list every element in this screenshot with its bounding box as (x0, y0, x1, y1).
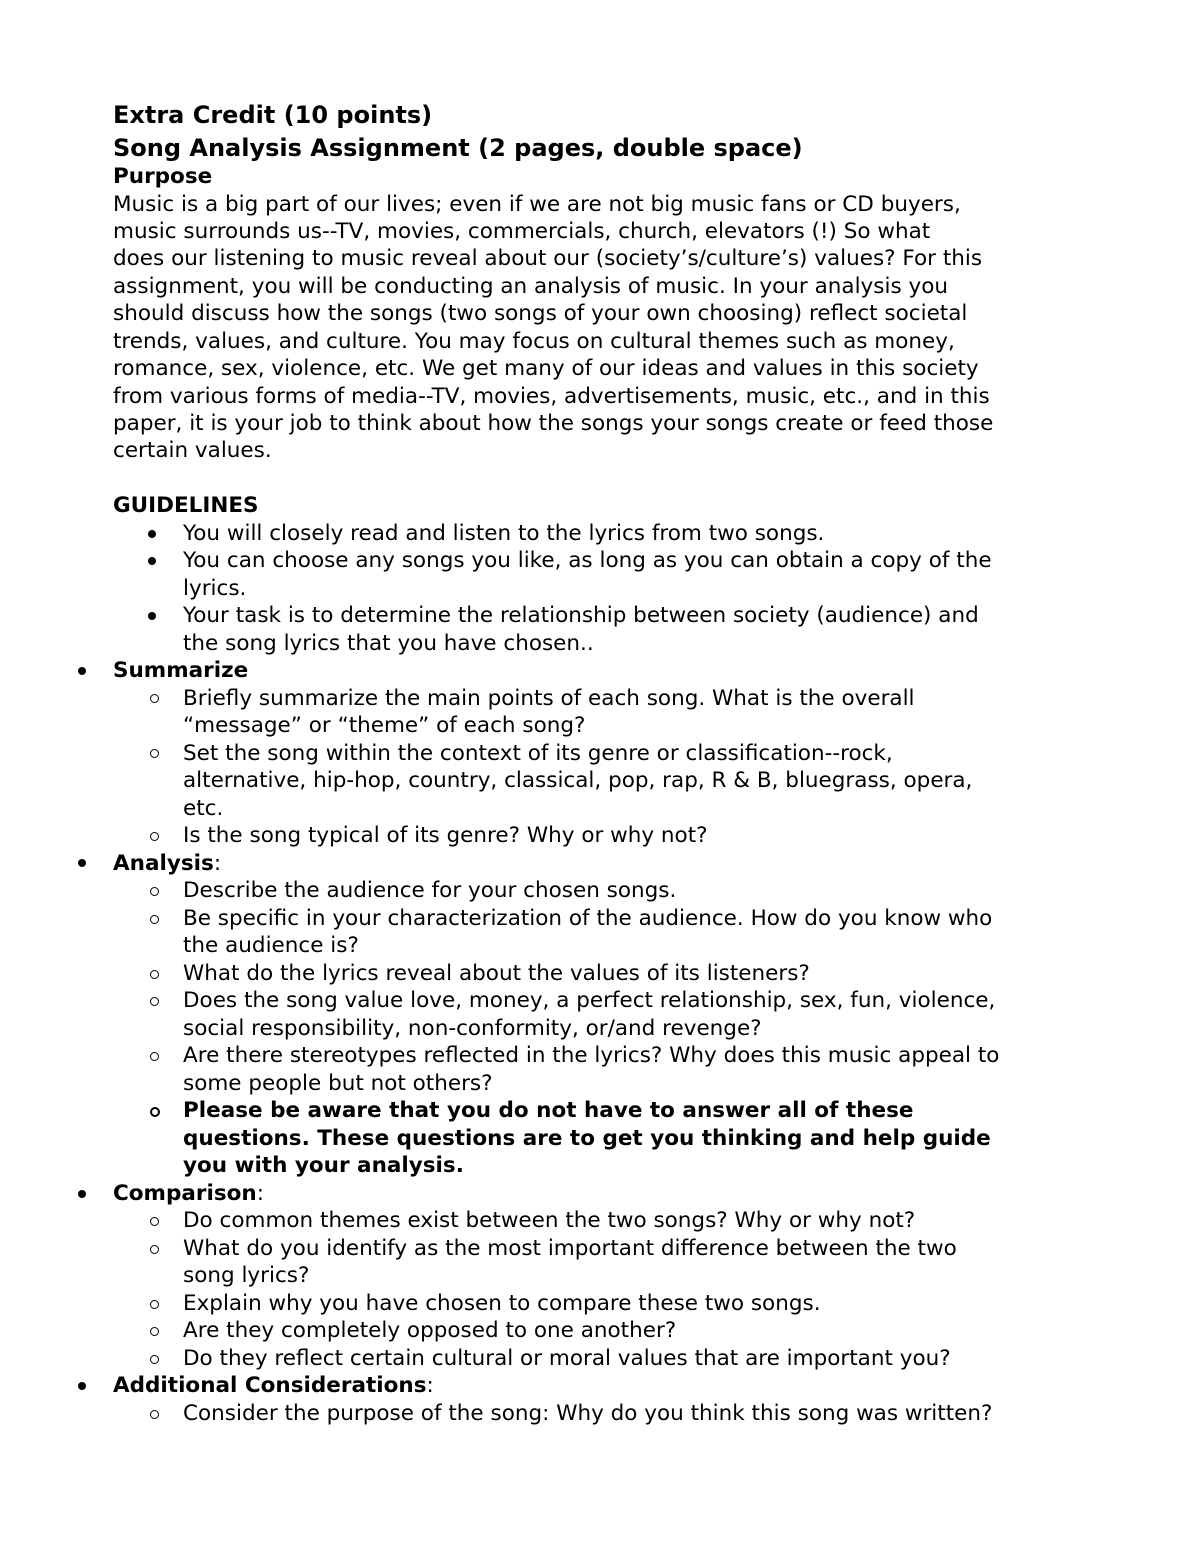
analysis-item: Describe the audience for your chosen songs. (183, 878, 677, 903)
purpose-line: should discuss how the songs (two songs of your own choosing) reflect societal (113, 301, 968, 326)
bullet-circle (150, 832, 159, 841)
bullet-circle (150, 694, 159, 703)
purpose-line: assignment, you will be conducting an analysis of music. In your analysis you (113, 274, 948, 299)
guideline-item: Your task is to determine the relationship between society (audience) and (183, 603, 979, 628)
comparison-label: Comparison (113, 1181, 257, 1206)
summarize-item-cont: “message” or “theme” of each song? (183, 713, 586, 738)
comparison-suffix: : (256, 1181, 264, 1206)
analysis-item: Does the song value love, money, a perfect relationship, sex, fun, violence, (183, 988, 996, 1013)
guideline-item-cont: the song lyrics that you have chosen.. (183, 631, 594, 656)
title-song-analysis: Song Analysis Assignment (2 pages, double space) (113, 134, 803, 162)
purpose-line: certain values. (113, 438, 272, 463)
additional-item: Consider the purpose of the song: Why do you think this song was written? (183, 1401, 993, 1426)
additional-heading (113, 1372, 434, 1400)
bullet-dot (78, 1382, 86, 1390)
analysis-item-cont: social responsibility, non-conformity, or/and revenge? (183, 1016, 762, 1041)
comparison-item-cont: song lyrics? (183, 1263, 310, 1288)
bullet-dot (148, 530, 156, 538)
bullet-circle (150, 749, 159, 758)
guidelines-heading: GUIDELINES (113, 493, 259, 518)
bullet-dot (148, 557, 156, 565)
comparison-heading (113, 1180, 264, 1208)
analysis-item-cont: some people but not others? (183, 1071, 493, 1096)
bullet-dot (78, 667, 86, 675)
comparison-item: Do they reflect certain cultural or moral values that are important you? (183, 1346, 951, 1371)
summarize-item-cont: alternative, hip-hop, country, classical, pop, rap, R & B, bluegrass, opera, (183, 768, 973, 793)
bullet-circle (150, 1245, 159, 1254)
summarize-item-cont: etc. (183, 796, 224, 821)
bullet-dot (78, 1190, 86, 1198)
bullet-circle (150, 887, 159, 896)
summarize-item: Briefly summarize the main points of each song. What is the overall (183, 686, 915, 711)
title-extra-credit: Extra Credit (10 points) (113, 101, 433, 129)
bullet-circle (150, 1107, 160, 1117)
analysis-item: What do the lyrics reveal about the values of its listeners? (183, 961, 810, 986)
guideline-item: You can choose any songs you like, as long as you can obtain a copy of the (183, 548, 992, 573)
guideline-item-cont: lyrics. (183, 576, 247, 601)
bullet-circle (150, 915, 159, 924)
bullet-circle (150, 1300, 159, 1309)
bullet-circle (150, 997, 159, 1006)
purpose-line: romance, sex, violence, etc. We get many of our ideas and values in this society (113, 356, 979, 381)
bullet-circle (150, 1410, 159, 1419)
purpose-line: music surrounds us--TV, movies, commercials, church, elevators (!) So what (113, 219, 931, 244)
summarize-heading: Summarize (113, 658, 249, 683)
purpose-line: trends, values, and culture. You may focus on cultural themes such as money, (113, 329, 955, 354)
summarize-item: Set the song within the context of its genre or classification--rock, (183, 741, 893, 766)
comparison-item: Do common themes exist between the two songs? Why or why not? (183, 1208, 916, 1233)
analysis-heading (113, 850, 221, 878)
analysis-note-cont: questions. These questions are to get you thinking and help guide (183, 1126, 991, 1151)
analysis-note: Please be aware that you do not have to answer all of these (183, 1098, 914, 1123)
additional-label: Additional Considerations (113, 1373, 427, 1398)
purpose-line: paper, it is your job to think about how the songs your songs create or feed those (113, 411, 994, 436)
guideline-item: You will closely read and listen to the lyrics from two songs. (183, 521, 825, 546)
analysis-label: Analysis (113, 851, 214, 876)
purpose-heading: Purpose (113, 164, 213, 189)
additional-suffix: : (426, 1373, 434, 1398)
analysis-item-cont: the audience is? (183, 933, 359, 958)
bullet-circle (150, 1355, 159, 1364)
comparison-item: Explain why you have chosen to compare these two songs. (183, 1291, 821, 1316)
comparison-item: Are they completely opposed to one another? (183, 1318, 677, 1343)
purpose-line: Music is a big part of our lives; even if we are not big music fans or CD buyers, (113, 192, 961, 217)
bullet-circle (150, 970, 159, 979)
analysis-item: Be specific in your characterization of the audience. How do you know who (183, 906, 993, 931)
analysis-suffix: : (213, 851, 222, 876)
bullet-dot (148, 612, 156, 620)
bullet-dot (78, 859, 86, 867)
analysis-note-cont: you with your analysis. (183, 1153, 464, 1178)
bullet-circle (150, 1052, 159, 1061)
purpose-line: does our listening to music reveal about our (society’s/culture’s) values? For this (113, 246, 983, 271)
purpose-line: from various forms of media--TV, movies, advertisements, music, etc., and in this (113, 384, 990, 409)
summarize-item: Is the song typical of its genre? Why or why not? (183, 823, 708, 848)
analysis-item: Are there stereotypes reflected in the lyrics? Why does this music appeal to (183, 1043, 1000, 1068)
comparison-item: What do you identify as the most important difference between the two (183, 1236, 957, 1261)
bullet-circle (150, 1327, 159, 1336)
bullet-circle (150, 1217, 159, 1226)
